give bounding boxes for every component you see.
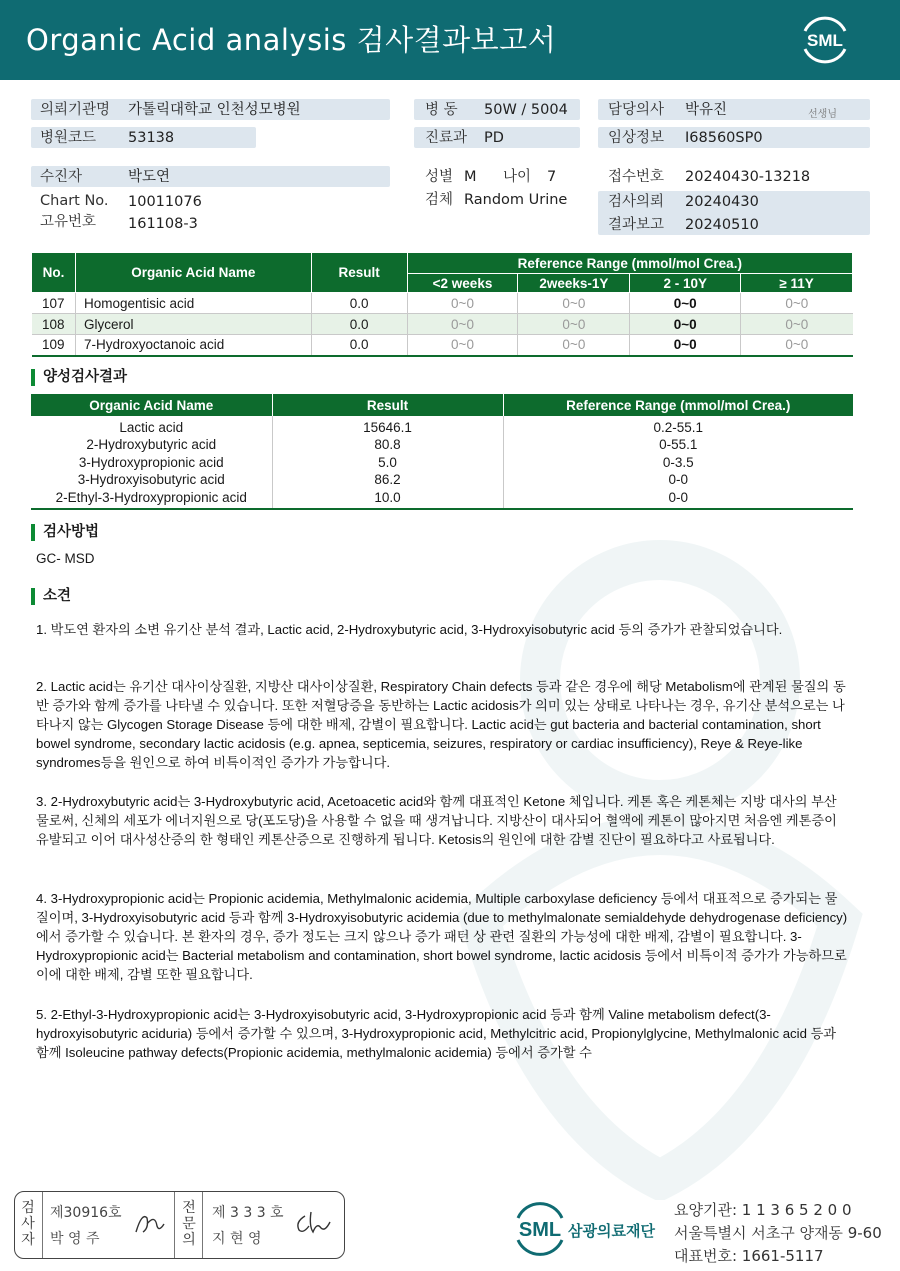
col-ref-under-2w: <2 weeks: [407, 274, 518, 293]
opinion-paragraph-4: 4. 3-Hydroxypropionic acid는 Propionic acidemia, Methylmalonic acidemia, Multiple carboxylase deficiency 등에서 대표적으로 증가되는 물질이며, 3-Hydroxyisobutyric acid 등과 함께 3-Hydroxyisobutyric acidemia (due to methylmalonate semialdehyde dehydrogenase deficiency)에서 증가할 수 있습니다. 본 환자의 경우, 증가 정도는 크지 않으나 증가 패턴 상 관련 질환의 가능성에 대한 배제, 감별이 필요합니다. 3-Hydroxypropionic acid는 Bacterial metabolism and contamination, short bowel syndrome, lactic acidosis 등에서 비특이적 증가가 가능하므로 이에 대한 배제, 감별 또한 필요합니다.: [36, 891, 848, 982]
footer-phone: 대표번호: 1661-5117: [674, 1247, 824, 1265]
examiner-name: 박 영 주: [50, 1231, 100, 1247]
report-header: [0, 0, 900, 80]
pos-name: 3-Hydroxyisobutyric acid: [77, 472, 225, 488]
row-ref-1: 0~0: [407, 293, 518, 314]
report-title: Organic Acid analysis 검사결과보고서: [26, 23, 557, 57]
clinical-value: I68560SP0: [685, 130, 763, 146]
table-row: [31, 436, 853, 454]
pos-ref: 0-55.1: [503, 436, 853, 454]
chart-label: Chart No.: [40, 193, 109, 209]
col-ref-over-11y: ≥ 11Y: [741, 274, 853, 293]
row-result: 0.0: [311, 314, 407, 335]
sex-label: 성별: [425, 169, 454, 185]
report-value: 20240510: [685, 217, 759, 233]
col-name: Organic Acid Name: [75, 253, 311, 293]
opinion-paragraph-5: 5. 2-Ethyl-3-Hydroxypropionic acid는 3-Hydroxyisobutyric acid, 3-Hydroxypropionic acid 등과 함께 Valine metabolism defect(3-hydroxyisobutyric aciduria) 등에서 증가할 수 있으며, 3-Hydroxypropionic acid, Methylcitric acid, Propionylglycine, Methylmalonic acid 등과 함께 Isoleucine pathway defects(Propionic acidemia, methylmalonic acidemia) 등에서 증가할 수: [36, 1007, 837, 1060]
row-ref-4: 0~0: [741, 314, 853, 335]
dept-value: PD: [484, 130, 504, 146]
patient-label: 수진자: [40, 169, 83, 185]
row-no: 107: [32, 293, 76, 314]
table-row: [31, 471, 853, 489]
pos-name: Lactic acid: [119, 420, 184, 435]
row-ref-2: 0~0: [518, 293, 630, 314]
row-ref-4: 0~0: [741, 335, 853, 356]
request-label: 검사의뢰: [608, 194, 665, 210]
sex-value: M: [464, 169, 477, 185]
footer-care-number: 요양기관: 1 1 3 6 5 2 0 0: [674, 1201, 852, 1219]
pos-name: 2-Ethyl-3-Hydroxypropionic acid: [31, 489, 272, 509]
row-ref-2: 0~0: [518, 314, 630, 335]
footer-logo-text: SML: [518, 1219, 562, 1241]
clinical-label: 임상정보: [608, 130, 665, 146]
pos-col-reference: Reference Range (mmol/mol Crea.): [503, 394, 853, 416]
row-ref-3: 0~0: [630, 335, 741, 356]
examiner-signature: [133, 1208, 167, 1238]
report-label: 결과보고: [608, 217, 665, 233]
signature-box: [14, 1191, 345, 1259]
table-row: [31, 454, 853, 472]
background-watermark: [360, 500, 900, 1200]
organic-acid-table: [31, 252, 853, 357]
row-result: 0.0: [311, 335, 407, 356]
pos-col-result: Result: [272, 394, 503, 416]
doctor-suffix: 선생님: [808, 109, 837, 120]
col-result: Result: [311, 253, 407, 293]
pos-result: 15646.1: [272, 416, 503, 436]
receipt-value: 20240430-13218: [685, 169, 811, 185]
row-name: Glycerol: [75, 314, 311, 335]
table-row: [31, 416, 853, 436]
pos-col-name: Organic Acid Name: [31, 394, 272, 416]
hospital-code-label: 병원코드: [40, 130, 97, 146]
unique-value: 161108-3: [128, 216, 198, 232]
specimen-label: 검체: [425, 192, 454, 208]
footer-org-name: 삼광의료재단: [568, 1222, 655, 1240]
row-ref-3: 0~0: [630, 293, 741, 314]
request-value: 20240430: [685, 194, 759, 210]
hospital-code-value: 53138: [128, 130, 175, 146]
doctor-label: 담당의사: [608, 102, 665, 118]
col-ref-2-10y: 2 - 10Y: [630, 274, 741, 293]
sml-logo: [797, 13, 853, 65]
footer-address: 서울특별시 서초구 양재동 9-60: [674, 1224, 882, 1242]
patient-value: 박도연: [128, 169, 171, 185]
specialist-label: 전문의: [182, 1200, 196, 1248]
col-ref-2w-1y: 2weeks-1Y: [518, 274, 630, 293]
table-row: [32, 314, 853, 335]
specialist-license: 제 3 3 3 호: [212, 1205, 284, 1221]
opinion-paragraph-2: 2. Lactic acid는 유기산 대사이상질환, 지방산 대사이상질환, Respiratory Chain defects 등과 같은 경우에 해당 Metabolism에 관계된 물질의 동반 증가와 함께 증가를 나타낼 수 있습니다. 또한 저혈당증을 동반하는 Lactic acidosis가 의미 있는 상태로 나타나는 경우, 유기산 분석으로는 나타나지 않는 Glycogen Storage Disease 등에 대한 배제, 감별이 필요합니다. Lactic acid는 gut bacteria and bacterial contamination, short bowel syndrome, secondary lactic acidosis (e.g. apnea, septicemia, seizures, respiratory or cardiac insufficiency), Reye & Reye-like syndromes등을 원인으로 하여 비특이적인 증가가 가능합니다.: [36, 679, 846, 770]
institution-value: 가톨릭대학교 인천성모병원: [128, 102, 301, 118]
row-no: 109: [32, 335, 76, 356]
examiner-license: 제30916호: [50, 1205, 122, 1221]
age-value: 7: [547, 169, 557, 185]
footer-sml-logo: [510, 1200, 570, 1256]
row-ref-3: 0~0: [630, 314, 741, 335]
pos-result: 10.0: [272, 489, 503, 509]
opinion-section-title: 소견: [31, 588, 71, 605]
table-row: [32, 335, 853, 356]
chart-value: 10011076: [128, 194, 202, 210]
row-ref-1: 0~0: [407, 314, 518, 335]
method-value: GC- MSD: [36, 551, 95, 566]
opinion-paragraph-1: 1. 박도연 환자의 소변 유기산 분석 결과, Lactic acid, 2-Hydroxybutyric acid, 3-Hydroxyisobutyric acid 등의 증가가 관찰되었습니다.: [36, 622, 783, 637]
pos-ref: 0-3.5: [503, 454, 853, 472]
unique-label: 고유번호: [40, 214, 97, 230]
col-reference: Reference Range (mmol/mol Crea.): [407, 253, 852, 274]
row-name: 7-Hydroxyoctanoic acid: [75, 335, 311, 356]
opinion-paragraph-3: 3. 2-Hydroxybutyric acid는 3-Hydroxybutyric acid, Acetoacetic acid와 함께 대표적인 Ketone 체입니다. 케톤 혹은 케톤체는 지방 대사의 부산물로써, 신체의 세포가 에너지원으로 당(포도당)을 사용할 수 없을 때 생겨납니다. 지방산이 대사되어 혈액에 케톤이 많아지면 처음엔 케톤증이 유발되고 이어 대사성산증의 한 형태인 케톤산증으로 진행하게 됩니다. Ketosis의 원인에 대한 감별 진단이 필요하다고 사료됩니다.: [36, 794, 837, 847]
ward-value: 50W / 5004: [484, 102, 568, 118]
institution-label: 의뢰기관명: [40, 102, 111, 118]
pos-result: 5.0: [272, 454, 503, 472]
row-ref-4: 0~0: [741, 293, 853, 314]
specialist-signature: [293, 1208, 333, 1238]
row-no: 108: [32, 314, 76, 335]
positive-results-table: [31, 394, 853, 510]
col-no: No.: [32, 253, 76, 293]
divider: [174, 1192, 175, 1258]
row-ref-2: 0~0: [518, 335, 630, 356]
divider: [42, 1192, 43, 1258]
specialist-name: 지 현 영: [212, 1231, 262, 1247]
receipt-label: 접수번호: [608, 169, 665, 185]
pos-name: 3-Hydroxypropionic acid: [78, 454, 224, 470]
table-row: [32, 293, 853, 314]
ward-label: 병 동: [425, 102, 458, 118]
age-label: 나이: [503, 169, 532, 185]
row-ref-1: 0~0: [407, 335, 518, 356]
patient-row-bg: [31, 166, 390, 187]
method-section-title: 검사방법: [31, 524, 99, 541]
divider: [202, 1192, 203, 1258]
pos-ref: 0.2-55.1: [503, 416, 853, 436]
examiner-label: 검사자: [21, 1200, 35, 1248]
specimen-value: Random Urine: [464, 192, 568, 208]
pos-result: 80.8: [272, 436, 503, 454]
pos-name: 2-Hydroxybutyric acid: [86, 437, 217, 453]
doctor-value: 박유진: [685, 102, 728, 118]
row-name: Homogentisic acid: [75, 293, 311, 314]
positive-section-title: 양성검사결과: [31, 369, 127, 386]
pos-result: 86.2: [272, 471, 503, 489]
row-result: 0.0: [311, 293, 407, 314]
sml-logo-text: SML: [807, 31, 843, 50]
dept-label: 진료과: [425, 130, 468, 146]
pos-ref: 0-0: [503, 471, 853, 489]
pos-ref: 0-0: [503, 489, 853, 509]
